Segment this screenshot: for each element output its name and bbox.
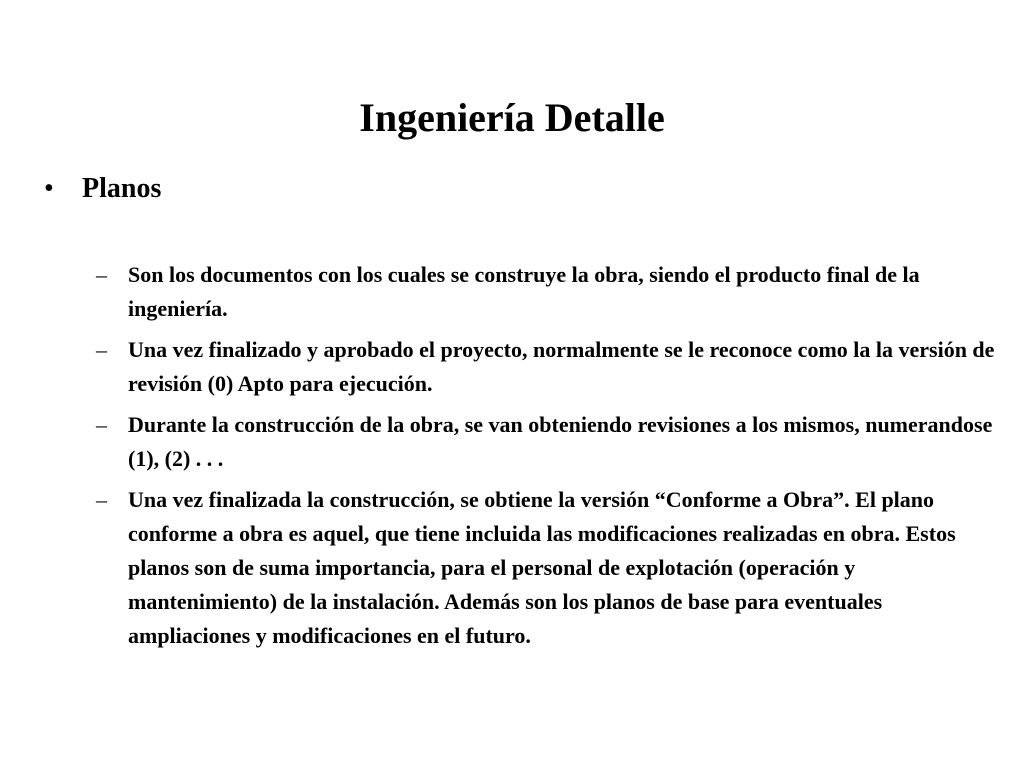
dash-icon: – [96, 487, 107, 512]
sub-bullet-text: Son los documentos con los cuales se construye la obra, siendo el producto final de la ingeniería. [128, 262, 920, 321]
sub-bullet-text: Durante la construcción de la obra, se van obteniendo revisiones a los mismos, numerandose (1), (2) . . . [128, 412, 993, 471]
sub-bullet-item [96, 258, 996, 326]
dash-icon: – [96, 337, 107, 362]
bullet-label: Planos [82, 173, 162, 204]
sub-bullet-item [96, 333, 996, 401]
sub-bullet-text: Una vez finalizada la construcción, se obtiene la versión “Conforme a Obra”. El plano conforme a obra es aquel, que tiene incluida las modificaciones realizadas en obra. Estos planos son de suma importancia, para el personal de explotación (operación y mantenimiento) de la instalación. Además son los planos de base para eventuales ampliaciones y modificaciones en el futuro. [128, 487, 956, 648]
sub-bullet-list [96, 258, 996, 660]
sub-bullet-item [96, 408, 996, 476]
dash-icon: – [96, 262, 107, 287]
sub-bullet-text: Una vez finalizado y aprobado el proyecto, normalmente se le reconoce como la la versión de revisión (0) Apto para ejecución. [128, 337, 995, 396]
slide-title: Ingeniería Detalle [359, 95, 665, 140]
bullet-icon: • [44, 173, 54, 204]
dash-icon: – [96, 412, 107, 437]
sub-bullet-item [96, 483, 996, 653]
